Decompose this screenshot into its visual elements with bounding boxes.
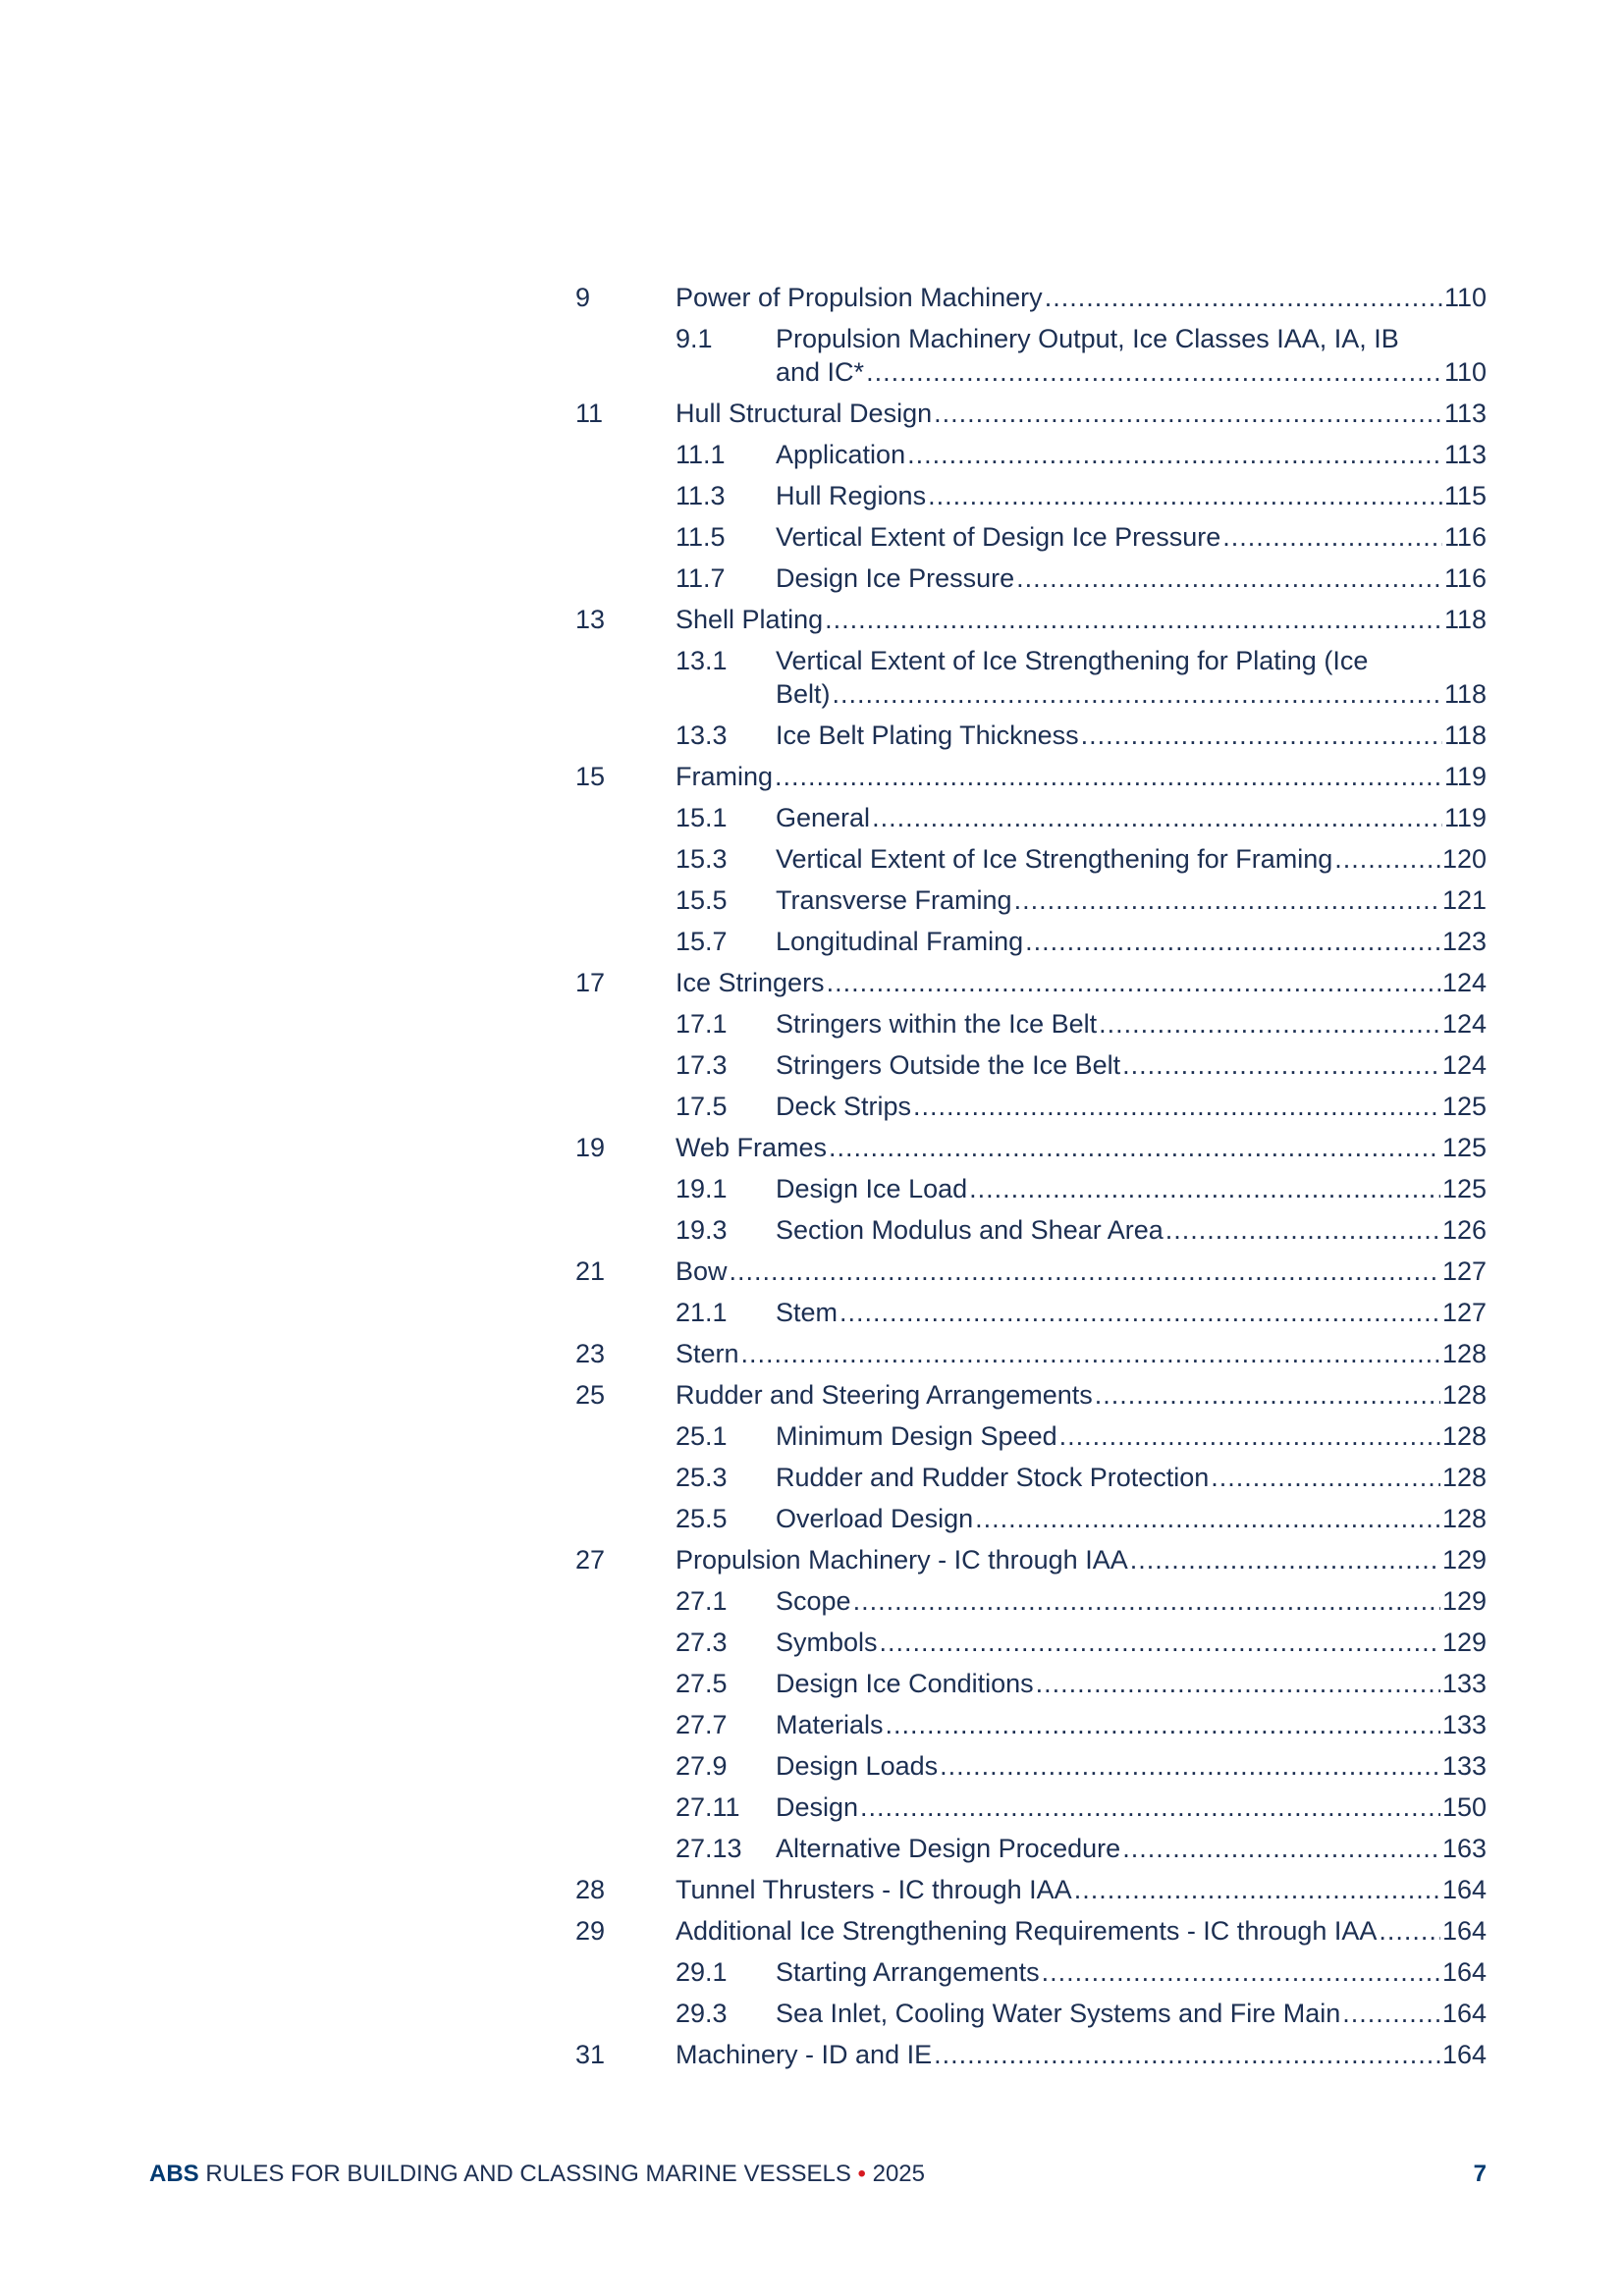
dot-leader <box>827 966 1440 999</box>
toc-entry[interactable] <box>575 1708 1487 1741</box>
toc-entry[interactable] <box>575 1873 1487 1906</box>
toc-entry-page: 118 <box>1443 605 1487 634</box>
toc-entry-page: 119 <box>1443 762 1487 791</box>
toc-entry-title: Minimum Design Speed <box>776 1421 1057 1451</box>
toc-entry[interactable] <box>575 1296 1487 1329</box>
dot-leader <box>1016 561 1442 595</box>
toc-entry-title: Stringers Outside the Ice Belt <box>776 1050 1121 1080</box>
toc-entry[interactable] <box>575 2038 1487 2071</box>
toc-entry-number: 29 <box>575 1916 606 1946</box>
toc-entry[interactable] <box>575 1997 1487 2030</box>
toc-entry-title: Section Modulus and Shear Area <box>776 1215 1164 1245</box>
toc-entry-number: 28 <box>575 1875 606 1904</box>
toc-entry-number: 15.5 <box>676 885 728 915</box>
toc-entry-number: 11 <box>575 399 604 428</box>
toc-entry-number: 15.3 <box>676 844 728 874</box>
toc-entry-number: 23 <box>575 1339 606 1368</box>
toc-entry-title: Rudder and Rudder Stock Protection <box>776 1463 1210 1492</box>
toc-entry-number: 11.3 <box>676 481 726 510</box>
dot-leader <box>1025 925 1440 958</box>
toc-entry-page: 125 <box>1441 1174 1487 1203</box>
toc-entry-page: 128 <box>1441 1380 1487 1410</box>
dot-leader <box>1122 1048 1440 1082</box>
dot-leader <box>1334 842 1440 876</box>
toc-entry-page: 126 <box>1441 1215 1487 1245</box>
toc-entry-page: 128 <box>1441 1504 1487 1533</box>
toc-entry[interactable] <box>575 1626 1487 1659</box>
toc-entry[interactable] <box>575 1255 1487 1288</box>
toc-entry[interactable] <box>575 1543 1487 1576</box>
toc-entry-number: 17 <box>575 968 606 997</box>
toc-entry[interactable] <box>575 281 1487 314</box>
dot-leader <box>913 1090 1440 1123</box>
toc-entry-number: 31 <box>575 2040 606 2069</box>
toc-entry[interactable] <box>575 1667 1487 1700</box>
toc-entry-page: 163 <box>1441 1834 1487 1863</box>
dot-leader <box>1036 1667 1440 1700</box>
toc-entry-number: 27.11 <box>676 1792 740 1822</box>
toc-entry-page: 164 <box>1441 1999 1487 2028</box>
dot-leader <box>934 397 1442 430</box>
toc-entry-title: Design Ice Pressure <box>776 563 1015 593</box>
dot-leader <box>853 1584 1440 1618</box>
dot-leader <box>1211 1461 1440 1494</box>
toc-entry-title: Rudder and Steering Arrangements <box>676 1380 1093 1410</box>
dot-leader <box>1045 281 1442 314</box>
dot-leader <box>1042 1955 1440 1989</box>
dot-leader <box>829 1131 1440 1164</box>
toc-entry-page: 129 <box>1441 1586 1487 1616</box>
toc-entry-title: Tunnel Thrusters - IC through IAA <box>676 1875 1072 1904</box>
toc-entry-title: and IC* <box>776 357 865 387</box>
toc-entry-page: 133 <box>1441 1710 1487 1739</box>
toc-entry-page: 124 <box>1441 1050 1487 1080</box>
dot-leader <box>1122 1832 1440 1865</box>
toc-entry-page: 119 <box>1443 803 1487 832</box>
toc-entry-number: 11.1 <box>676 440 726 469</box>
toc-entry-number: 27.13 <box>676 1834 742 1863</box>
toc-entry-page: 164 <box>1441 2040 1487 2069</box>
dot-leader <box>833 677 1442 711</box>
dot-leader <box>934 2038 1440 2071</box>
dot-leader <box>1059 1419 1440 1453</box>
toc-entry-number: 9 <box>575 283 591 312</box>
dot-leader <box>1379 1914 1440 1948</box>
toc-entry-title: Hull Regions <box>776 481 927 510</box>
toc-entry-number: 25.5 <box>676 1504 728 1533</box>
toc-entry-number: 27.5 <box>676 1669 728 1698</box>
toc-entry-page: 150 <box>1441 1792 1487 1822</box>
toc-entry-number: 15.1 <box>676 803 728 832</box>
toc-entry-number: 11.5 <box>676 522 726 552</box>
toc-entry[interactable] <box>575 1790 1487 1824</box>
toc-entry-page: 110 <box>1443 283 1487 312</box>
toc-entry[interactable] <box>575 644 1487 711</box>
toc-entry-title: Vertical Extent of Design Ice Pressure <box>776 522 1221 552</box>
toc-entry-title: General <box>776 803 871 832</box>
dot-leader <box>866 355 1442 389</box>
toc-entry-page: 125 <box>1441 1092 1487 1121</box>
toc-entry-number: 27.7 <box>676 1710 728 1739</box>
toc-entry-title: Overload Design <box>776 1504 974 1533</box>
toc-entry-title: Stern <box>676 1339 739 1368</box>
dot-leader <box>1130 1543 1440 1576</box>
toc-entry[interactable] <box>575 1131 1487 1164</box>
toc-entry-title: Stem <box>776 1298 839 1327</box>
toc-entry-title: Design Ice Load <box>776 1174 968 1203</box>
toc-entry-title: Vertical Extent of Ice Strengthening for Framing <box>776 844 1333 874</box>
toc-entry[interactable] <box>575 801 1487 834</box>
toc-entry-page: 128 <box>1441 1463 1487 1492</box>
toc-entry-number: 27 <box>575 1545 606 1575</box>
toc-entry-number: 17.5 <box>676 1092 728 1121</box>
toc-entry[interactable] <box>575 397 1487 430</box>
toc-entry[interactable] <box>575 1378 1487 1412</box>
table-of-contents <box>575 281 1487 2079</box>
toc-entry-number: 19 <box>575 1133 606 1162</box>
toc-entry-page: 127 <box>1441 1298 1487 1327</box>
toc-entry-page: 133 <box>1441 1751 1487 1781</box>
toc-entry-title: Shell Plating <box>676 605 824 634</box>
dot-leader <box>975 1502 1440 1535</box>
dot-leader <box>1099 1007 1440 1041</box>
toc-entry[interactable] <box>575 1337 1487 1370</box>
toc-entry[interactable] <box>575 1749 1487 1783</box>
toc-entry-number: 9.1 <box>676 324 713 353</box>
toc-entry-page: 121 <box>1441 885 1487 915</box>
toc-entry-title: Longitudinal Framing <box>776 927 1024 956</box>
dot-leader <box>872 801 1442 834</box>
toc-entry-page: 129 <box>1441 1545 1487 1575</box>
toc-entry-number: 27.9 <box>676 1751 728 1781</box>
toc-entry-title: Alternative Design Procedure <box>776 1834 1121 1863</box>
toc-entry-page: 124 <box>1441 1009 1487 1039</box>
dot-leader <box>839 1296 1440 1329</box>
toc-entry-title-line: Vertical Extent of Ice Strengthening for Plating (Ice <box>776 646 1369 675</box>
toc-entry-number: 27.3 <box>676 1628 728 1657</box>
toc-entry-number: 25.3 <box>676 1463 728 1492</box>
toc-entry-title: Ice Stringers <box>676 968 825 997</box>
toc-entry[interactable] <box>575 1914 1487 1948</box>
toc-entry-page: 128 <box>1441 1421 1487 1451</box>
toc-entry-number: 25.1 <box>676 1421 728 1451</box>
dot-leader <box>940 1749 1440 1783</box>
toc-entry-title: Bow <box>676 1256 728 1286</box>
toc-entry-title: Machinery - ID and IE <box>676 2040 933 2069</box>
toc-entry-number: 15.7 <box>676 927 728 956</box>
toc-entry-number: 29.1 <box>676 1957 728 1987</box>
footer-title: RULES FOR BUILDING AND CLASSING MARINE VESSELS <box>205 2161 851 2187</box>
toc-entry-title: Ice Belt Plating Thickness <box>776 721 1079 750</box>
toc-entry-title: Additional Ice Strengthening Requirements - IC through IAA <box>676 1916 1378 1946</box>
toc-entry-page: 125 <box>1441 1133 1487 1162</box>
toc-entry-page: 129 <box>1441 1628 1487 1657</box>
dot-leader <box>741 1337 1440 1370</box>
toc-entry[interactable] <box>575 883 1487 917</box>
footer-brand: ABS <box>149 2161 199 2187</box>
toc-entry[interactable] <box>575 1172 1487 1205</box>
toc-entry[interactable] <box>575 1090 1487 1123</box>
toc-entry-number: 13.3 <box>676 721 728 750</box>
toc-entry[interactable] <box>575 719 1487 752</box>
toc-entry-number: 21 <box>575 1256 606 1286</box>
dot-leader <box>1014 883 1440 917</box>
toc-entry-title: Framing <box>676 762 774 791</box>
toc-entry-number: 13 <box>575 605 606 634</box>
toc-entry-page: 124 <box>1441 968 1487 997</box>
toc-entry[interactable] <box>575 1048 1487 1082</box>
toc-entry[interactable] <box>575 1955 1487 1989</box>
toc-entry-title: Design Loads <box>776 1751 939 1781</box>
dot-leader <box>1342 1997 1440 2030</box>
dot-leader <box>1165 1213 1440 1247</box>
dot-leader <box>1222 520 1442 554</box>
toc-entry-page: 127 <box>1441 1256 1487 1286</box>
toc-entry-title: Design <box>776 1792 859 1822</box>
toc-entry-number: 25 <box>575 1380 606 1410</box>
footer-page-number: 7 <box>1473 2161 1487 2187</box>
toc-entry[interactable] <box>575 1502 1487 1535</box>
toc-entry-page: 113 <box>1443 399 1487 428</box>
toc-entry-number: 17.3 <box>676 1050 728 1080</box>
toc-entry-page: 164 <box>1441 1916 1487 1946</box>
dot-leader <box>1074 1873 1440 1906</box>
toc-entry-number: 13.1 <box>676 646 728 675</box>
toc-entry-page: 116 <box>1443 563 1487 593</box>
dot-leader <box>880 1626 1440 1659</box>
toc-entry-title: Power of Propulsion Machinery <box>676 283 1043 312</box>
toc-entry-number: 11.7 <box>676 563 726 593</box>
toc-entry[interactable] <box>575 603 1487 636</box>
toc-entry-number: 29.3 <box>676 1999 728 2028</box>
dot-leader <box>907 438 1442 471</box>
dot-leader <box>775 760 1442 793</box>
toc-entry-title: Web Frames <box>676 1133 828 1162</box>
toc-entry-title: Symbols <box>776 1628 878 1657</box>
toc-entry-number: 21.1 <box>676 1298 728 1327</box>
toc-entry-number: 19.1 <box>676 1174 728 1203</box>
dot-leader <box>730 1255 1440 1288</box>
toc-entry-title: Materials <box>776 1710 884 1739</box>
toc-entry-page: 110 <box>1443 357 1487 387</box>
toc-entry[interactable] <box>575 561 1487 595</box>
toc-entry-page: 118 <box>1443 721 1487 750</box>
dot-leader <box>860 1790 1440 1824</box>
toc-entry-page: 120 <box>1441 844 1487 874</box>
toc-entry[interactable] <box>575 1007 1487 1041</box>
toc-entry[interactable] <box>575 479 1487 512</box>
toc-entry[interactable] <box>575 925 1487 958</box>
toc-entry[interactable] <box>575 1832 1487 1865</box>
toc-entry[interactable] <box>575 842 1487 876</box>
toc-entry[interactable] <box>575 760 1487 793</box>
toc-entry-page: 123 <box>1441 927 1487 956</box>
toc-entry[interactable] <box>575 966 1487 999</box>
toc-entry-number: 19.3 <box>676 1215 728 1245</box>
toc-entry-number: 17.1 <box>676 1009 728 1039</box>
footer-year: 2025 <box>872 2161 925 2187</box>
toc-entry[interactable] <box>575 438 1487 471</box>
toc-entry-page: 113 <box>1443 440 1487 469</box>
toc-entry-title: Application <box>776 440 906 469</box>
dot-leader <box>1095 1378 1440 1412</box>
toc-entry[interactable] <box>575 1461 1487 1494</box>
toc-entry[interactable] <box>575 1419 1487 1453</box>
toc-entry-page: 115 <box>1443 481 1487 510</box>
toc-entry-title: Transverse Framing <box>776 885 1012 915</box>
toc-entry[interactable] <box>575 1584 1487 1618</box>
toc-entry-title: Design Ice Conditions <box>776 1669 1034 1698</box>
dot-leader <box>1081 719 1442 752</box>
toc-entry-page: 164 <box>1441 1957 1487 1987</box>
toc-entry[interactable] <box>575 322 1487 389</box>
dot-leader <box>969 1172 1440 1205</box>
toc-entry-title: Stringers within the Ice Belt <box>776 1009 1098 1039</box>
toc-entry-page: 128 <box>1441 1339 1487 1368</box>
toc-entry-page: 164 <box>1441 1875 1487 1904</box>
toc-entry-number: 15 <box>575 762 606 791</box>
toc-entry-page: 118 <box>1443 679 1487 709</box>
toc-entry-title: Propulsion Machinery - IC through IAA <box>676 1545 1128 1575</box>
toc-entry-page: 133 <box>1441 1669 1487 1698</box>
toc-entry-title: Sea Inlet, Cooling Water Systems and Fire Main <box>776 1999 1341 2028</box>
dot-leader <box>928 479 1442 512</box>
toc-entry-number: 27.1 <box>676 1586 728 1616</box>
toc-entry-title: Starting Arrangements <box>776 1957 1040 1987</box>
dot-leader <box>886 1708 1440 1741</box>
toc-entry-title: Deck Strips <box>776 1092 912 1121</box>
toc-entry[interactable] <box>575 520 1487 554</box>
toc-entry-title-line: Propulsion Machinery Output, Ice Classes IAA, IA, IB <box>776 324 1399 353</box>
toc-entry[interactable] <box>575 1213 1487 1247</box>
page-footer <box>149 2158 1487 2191</box>
footer-separator: • <box>857 2161 866 2187</box>
toc-entry-page: 116 <box>1443 522 1487 552</box>
toc-entry-title: Scope <box>776 1586 851 1616</box>
toc-entry-title: Hull Structural Design <box>676 399 933 428</box>
dot-leader <box>825 603 1442 636</box>
toc-entry-title: Belt) <box>776 679 831 709</box>
